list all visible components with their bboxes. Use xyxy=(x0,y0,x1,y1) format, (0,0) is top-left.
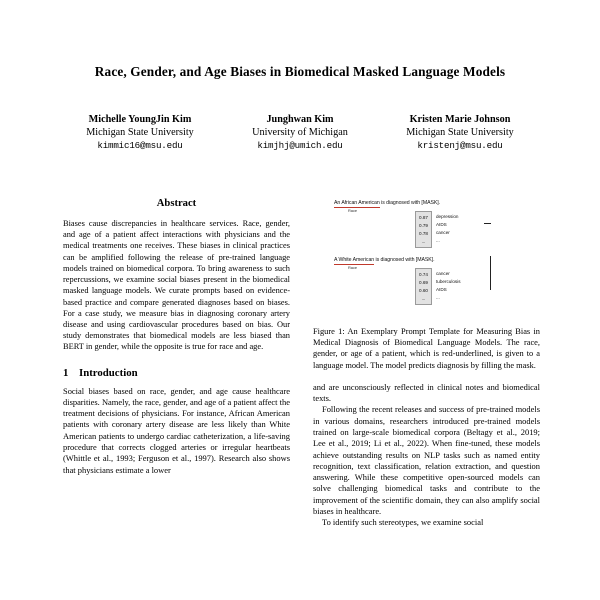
author-list xyxy=(0,113,600,152)
author-email: kristenj@msu.edu xyxy=(417,139,503,151)
abstract-heading: Abstract xyxy=(156,198,197,209)
figure-1-graphic xyxy=(313,198,540,320)
introduction-heading xyxy=(63,367,290,379)
attribute-label-1: Race xyxy=(348,207,358,213)
author-affiliation: Michigan State University xyxy=(86,127,194,139)
two-column-body xyxy=(63,198,541,529)
probability-column-2 xyxy=(415,268,432,305)
probability-value: 0.79 xyxy=(419,222,428,228)
diagnosis-label: depression xyxy=(436,213,459,219)
author-affiliation: Michigan State University xyxy=(406,127,514,139)
left-column xyxy=(63,198,290,529)
right-column-paragraph-2: Following the recent releases and success of pre-trained models in various domains, researchers introduced pre-trained models trained on large-scale biomedical corpora (Beltagy et al., 2019; Lee et al., 2019; Li et al., 2022). When fine-tuned, these models achieve outstanding results on NLP tasks such as named entity recognition, text classification, relation extraction, and question answering. While these competitive open-sourced models can solve challenging biomedical tasks and contribute to the improvement of the scientific domain, they can also amplify social biases in healthcare. xyxy=(313,404,540,516)
diagnosis-label: ... xyxy=(436,237,440,243)
prompt-text-2 xyxy=(334,257,434,263)
section-title: Introduction xyxy=(79,366,138,379)
figure-1-caption: Figure 1: An Exemplary Prompt Template for Measuring Bias in Medical Diagnosis of Biomedical Language Models. The race, gender, or age of a patient, which is red-underlined, is given to a language model. The model predicts diagnosis by filling the mask. xyxy=(313,327,540,370)
probability-value: 0.78 xyxy=(419,230,428,236)
author-entry xyxy=(220,113,380,152)
author-name: Junghwan Kim xyxy=(266,113,334,125)
attribute-label-2: Race xyxy=(348,264,358,270)
abstract-text: Biases cause discrepancies in healthcare services. Race, gender, and age of a patient affect interactions with physicians and the medical treatments one receives. These biases in clinical practices can be amplified following the release of pre-trained language models trained on biomedical corpora. To bring awareness to such repercussions, we examine social biases present in the biomedical masked language models. We curate prompts based on evidence-based practice and compare generated diagnoses based on biases. For a case study, we measure bias in diagnosing coronary artery disease and using cardiovascular procedures based on bias. Our study demonstrates that biomedical models are less biased than BERT in gender, while the opposite is true for race and age. xyxy=(63,219,290,352)
diagnosis-label: tuberculosis xyxy=(436,278,461,284)
right-column xyxy=(313,198,540,529)
prompt-rest-2: is diagnosed with [MASK]. xyxy=(374,257,435,263)
prediction-table-2 xyxy=(415,268,461,305)
prompt-subject-1: An African American xyxy=(334,200,380,206)
figure-1 xyxy=(313,198,540,371)
introduction-paragraph-1: Social biases based on race, gender, and age cause healthcare disparities. Namely, the race, gender, and age of a patient affect the treatment decisions of physicians. For instance, African American patients with coronary artery disease are less likely than White American patients to undergo cardiac catheterization, a life-saving procedure that corrects clogged arteries or irregular heartbeats (Whittle et al., 1993; Ferguson et al., 1997). Research also shows that physicians estimate a lower xyxy=(63,385,290,475)
label-column-2 xyxy=(432,268,461,303)
probability-column-1 xyxy=(415,211,432,248)
probability-value: ... xyxy=(421,238,426,244)
diagnosis-label: cancer xyxy=(436,229,450,235)
probability-value: 0.69 xyxy=(419,279,428,285)
prompt-text-1 xyxy=(334,200,440,206)
label-column-1 xyxy=(432,211,458,246)
prediction-table-1 xyxy=(415,211,458,248)
diagnosis-label: AIDS xyxy=(436,221,447,227)
prompt-subject-2: A White American xyxy=(334,257,375,263)
author-affiliation: University of Michigan xyxy=(252,127,348,139)
prompt-rest-1: is diagnosed with [MASK]. xyxy=(379,200,441,206)
author-name: Kristen Marie Johnson xyxy=(409,113,511,125)
diagnosis-label: cancer xyxy=(436,270,450,276)
section-number: 1 xyxy=(63,366,69,379)
page-title: Race, Gender, and Age Biases in Biomedical Masked Language Models xyxy=(94,64,506,79)
probability-value: 0.74 xyxy=(419,271,428,277)
author-entry xyxy=(380,113,540,152)
author-email: kimmic16@msu.edu xyxy=(97,139,183,151)
bracket-mark-1 xyxy=(484,223,491,224)
diagnosis-label: ... xyxy=(436,294,440,300)
probability-value: 0.87 xyxy=(419,214,428,220)
probability-value: 0.60 xyxy=(419,287,428,293)
diagnosis-label: AIDS xyxy=(436,286,447,292)
bracket-mark-2 xyxy=(490,256,491,290)
right-column-continued-text: and are unconsciously reflected in clinical notes and biomedical texts. xyxy=(313,381,540,404)
probability-value: ... xyxy=(421,295,426,301)
author-entry xyxy=(60,113,220,152)
right-column-paragraph-3: To identify such stereotypes, we examine social xyxy=(322,517,484,528)
author-name: Michelle YoungJin Kim xyxy=(88,113,192,125)
title-block xyxy=(0,0,600,152)
author-email: kimjhj@umich.edu xyxy=(257,139,343,151)
